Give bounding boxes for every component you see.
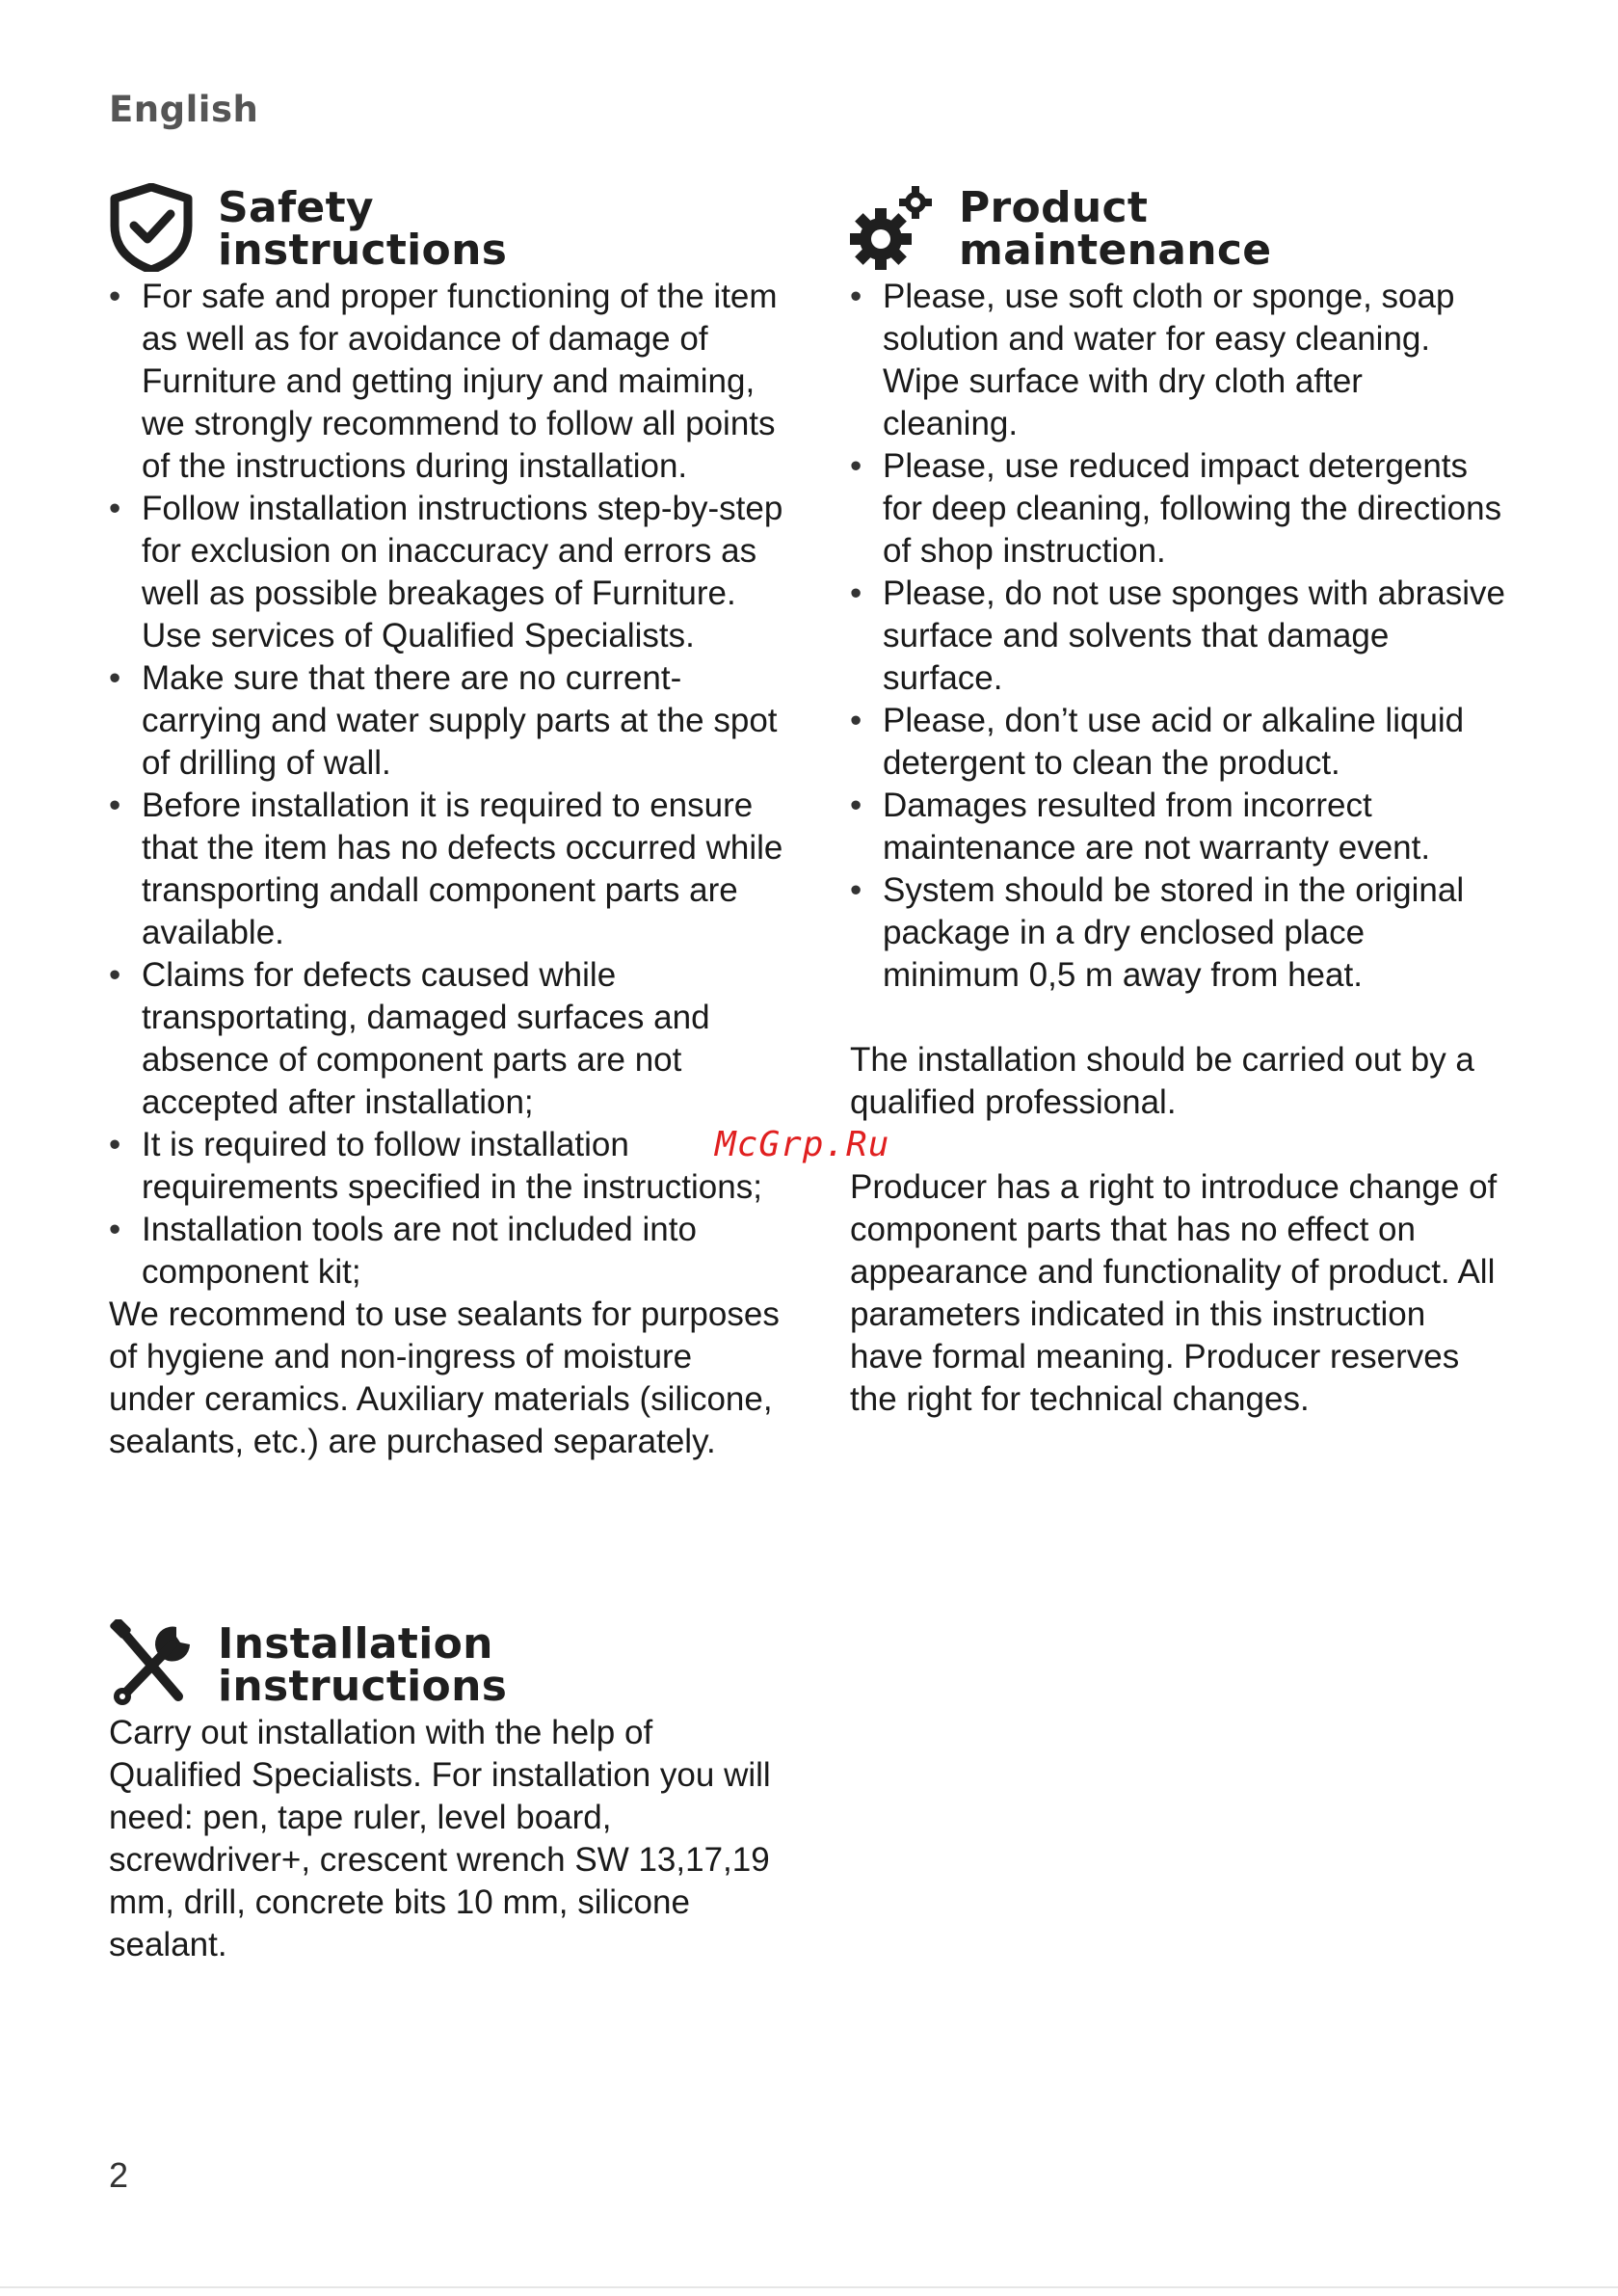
list-item: • It is required to follow installation requirements specified in the instructions; (109, 1124, 783, 1209)
list-item: • Please, use reduced impact detergents for deep cleaning, following the directions of shop instruction. (850, 445, 1505, 573)
list-item: • Claims for defects caused while transportating, damaged surfaces and absence of component parts are not accepted after installation; (109, 954, 783, 1124)
safety-list (109, 276, 783, 1294)
installation-section (109, 1619, 783, 1966)
list-item: • Please, don’t use acid or alkaline liquid detergent to clean the product. (850, 700, 1505, 785)
maintenance-section (850, 183, 1505, 1421)
safety-title-line1: Safety (218, 183, 374, 232)
installation-title-line1: Installation (218, 1619, 493, 1669)
watermark: McGrp.Ru (715, 1125, 890, 1164)
safety-heading (109, 183, 783, 276)
maintenance-title (959, 183, 1272, 275)
page-number: 2 (109, 2155, 129, 2195)
bottom-divider (0, 2286, 1618, 2288)
list-item: • Please, use soft cloth or sponge, soap solution and water for easy cleaning. Wipe surface with dry cloth after cleaning. (850, 276, 1505, 445)
maintenance-title-line2: maintenance (959, 226, 1272, 275)
list-item: • Before installation it is required to ensure that the item has no defects occurred while transporting andall component parts are available. (109, 785, 783, 954)
maintenance-list (850, 276, 1505, 997)
safety-section (109, 183, 783, 1463)
list-item: • Installation tools are not included into component kit; (109, 1209, 783, 1294)
maintenance-heading (850, 183, 1505, 276)
maintenance-note-producer: Producer has a right to introduce change of component parts that has no effect on appearance and functionality of product. All parameters indicated in this instruction have formal meaning. Producer reserves the right for technical changes. (850, 1168, 1498, 1418)
gears-icon (850, 183, 935, 272)
maintenance-title-line1: Product (959, 183, 1149, 232)
safety-closing-text: We recommend to use sealants for purposes of hygiene and non-ingress of moisture under ceramics. Auxiliary materials (silicone, sealants, etc.) are purchased separately. (109, 1295, 780, 1460)
list-item: • Damages resulted from incorrect maintenance are not warranty event. (850, 785, 1505, 869)
maintenance-note-professional: The installation should be carried out by a qualified professional. (850, 1041, 1474, 1121)
language-label: English (109, 89, 259, 130)
list-item: • Please, do not use sponges with abrasive surface and solvents that damage surface. (850, 573, 1505, 700)
list-item: • Follow installation instructions step-by-step for exclusion on inaccuracy and errors as well as possible breakages of Furniture. Use services of Qualified Specialists. (109, 488, 783, 657)
list-item: • For safe and proper functioning of the item as well as for avoidance of damage of Furniture and getting injury and maiming, we strongly recommend to follow all points of the instructions during installation. (109, 276, 783, 488)
installation-title (218, 1619, 508, 1711)
safety-title (218, 183, 508, 275)
list-item: • System should be stored in the original package in a dry enclosed place minimum 0,5 m away from heat. (850, 869, 1505, 997)
shield-check-icon (109, 183, 194, 272)
safety-title-line2: instructions (218, 226, 508, 275)
installation-text: Carry out installation with the help of Qualified Specialists. For installation you will need: pen, tape ruler, level board, screwdriver+, crescent wrench SW 13,17,19 mm, drill, concrete bits 10 mm, silicone sealant. (109, 1714, 771, 1963)
installation-heading (109, 1619, 783, 1712)
tools-icon (109, 1619, 194, 1708)
list-item: • Make sure that there are no current-carrying and water supply parts at the spot of drilling of wall. (109, 657, 783, 785)
installation-title-line2: instructions (218, 1662, 508, 1711)
